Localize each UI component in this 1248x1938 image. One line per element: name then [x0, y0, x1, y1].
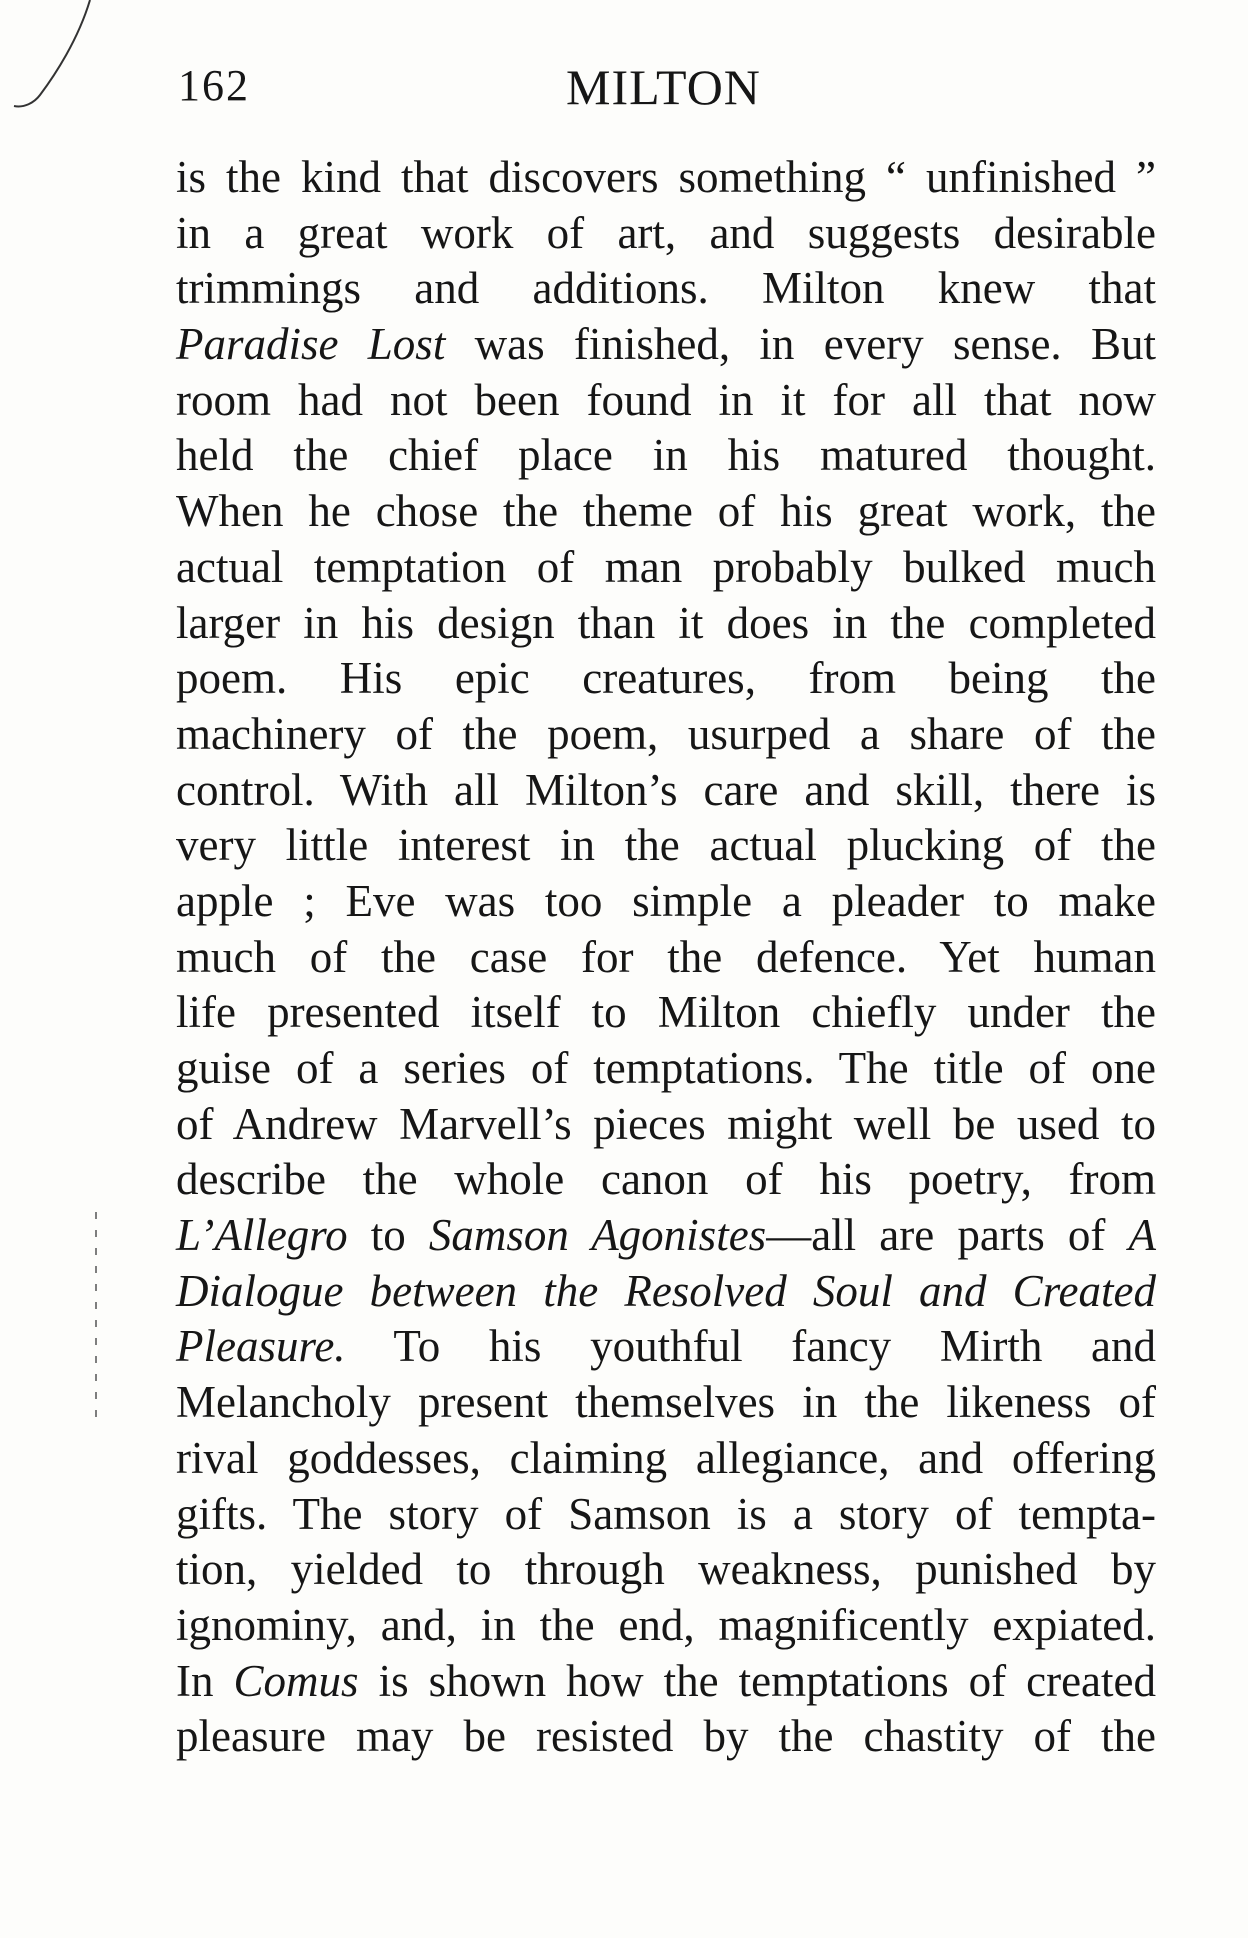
text-line	[176, 596, 1156, 652]
text-line	[176, 1041, 1156, 1097]
text-line	[176, 1152, 1156, 1208]
text-segment: is shown how the temptations of created	[358, 1655, 1156, 1706]
italic-title: Pleasure.	[176, 1321, 346, 1372]
italic-title: Paradise Lost	[176, 319, 446, 370]
text-segment: much of the case for the defence. Yet human	[176, 931, 1156, 982]
text-segment: actual temptation of man probably bulked much	[176, 541, 1156, 592]
text-segment: ignominy, and, in the end, magnificently expiated.	[176, 1599, 1156, 1650]
text-line	[176, 1431, 1156, 1487]
text-segment: is the kind that discovers something “ unfinished ”	[176, 152, 1156, 202]
italic-title: Samson Agonistes	[428, 1210, 767, 1261]
text-segment: rival goddesses, claiming allegiance, and offering	[176, 1432, 1156, 1483]
text-segment: control. With all Milton’s care and skill, there is	[176, 764, 1156, 815]
text-line	[176, 373, 1156, 429]
text-line	[176, 707, 1156, 763]
text-segment: was finished, in every sense. But	[445, 319, 1156, 370]
italic-title: L’Allegro	[176, 1210, 348, 1261]
text-line	[176, 261, 1156, 317]
text-segment: poem. His epic creatures, from being the	[176, 653, 1156, 704]
text-segment: held the chief place in his matured thought.	[176, 430, 1156, 481]
text-line	[176, 874, 1156, 930]
italic-title: Dialogue between the Resolved Soul and Created	[176, 1265, 1156, 1316]
text-segment: machinery of the poem, usurped a share of the	[176, 708, 1156, 759]
text-segment: larger in his design than it does in the completed	[176, 597, 1156, 648]
text-segment: pleasure may be resisted by the chastity of the	[176, 1711, 1156, 1762]
text-line	[176, 930, 1156, 986]
text-segment: When he chose the theme of his great work, the	[176, 486, 1156, 537]
text-line	[176, 1709, 1156, 1765]
text-line	[176, 1654, 1156, 1710]
running-title: MILTON	[566, 59, 761, 115]
text-segment: room had not been found in it for all that now	[176, 374, 1156, 425]
text-line	[176, 1208, 1156, 1264]
text-segment: —all are parts of	[766, 1210, 1129, 1261]
text-line	[176, 1375, 1156, 1431]
text-line	[176, 1542, 1156, 1598]
text-segment: In	[176, 1655, 234, 1706]
text-line	[176, 818, 1156, 874]
text-segment: very little interest in the actual plucking of the	[176, 820, 1156, 871]
text-line	[176, 985, 1156, 1041]
text-line	[176, 150, 1156, 206]
text-line	[176, 763, 1156, 819]
text-segment: in a great work of art, and suggests desirable	[176, 207, 1156, 258]
text-line	[176, 428, 1156, 484]
text-segment: of Andrew Marvell’s pieces might well be used to	[176, 1098, 1156, 1149]
text-segment: apple ; Eve was too simple a pleader to make	[176, 875, 1156, 926]
text-segment: trimmings and additions. Milton knew that	[176, 263, 1156, 314]
italic-title: A	[1128, 1210, 1156, 1261]
text-line	[176, 317, 1156, 373]
text-segment: tion, yielded to through weakness, punished by	[176, 1544, 1156, 1595]
text-segment: describe the whole canon of his poetry, from	[176, 1154, 1156, 1205]
text-segment: guise of a series of temptations. The title of one	[176, 1043, 1156, 1093]
text-line	[176, 1487, 1156, 1543]
text-line	[176, 651, 1156, 707]
text-line	[176, 1598, 1156, 1654]
page-header	[0, 58, 1248, 128]
text-segment: to	[347, 1210, 429, 1261]
body-text	[176, 150, 1156, 1765]
text-line	[176, 484, 1156, 540]
text-line	[176, 206, 1156, 262]
text-line	[176, 1319, 1156, 1375]
text-segment: life presented itself to Milton chiefly under the	[176, 987, 1156, 1038]
text-segment: gifts. The story of Samson is a story of tempta-	[176, 1488, 1156, 1539]
text-segment: Melancholy present themselves in the likeness of	[176, 1377, 1156, 1428]
text-line	[176, 1097, 1156, 1153]
page-number: 162	[178, 61, 250, 110]
text-line	[176, 540, 1156, 596]
text-line	[176, 1264, 1156, 1320]
text-segment: To his youthful fancy Mirth and	[345, 1321, 1156, 1372]
italic-title: Comus	[233, 1655, 359, 1706]
